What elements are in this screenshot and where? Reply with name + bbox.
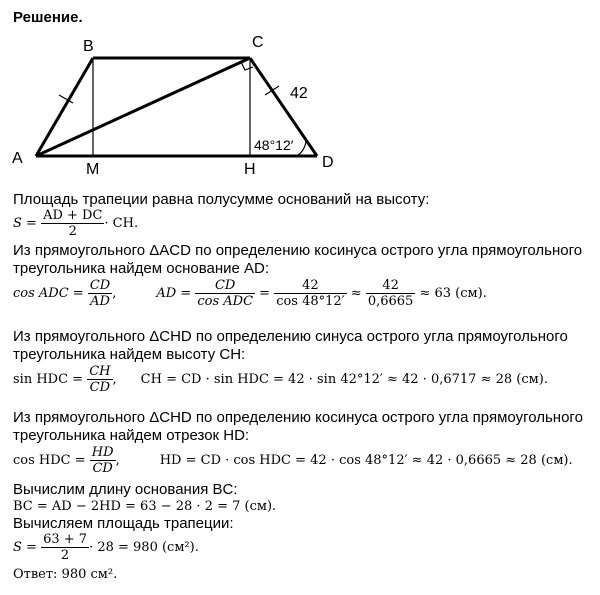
fraction-denominator: cos 48°12′ [276,294,345,309]
fraction-numerator: AD + DC [43,208,103,223]
label-h: H [244,161,256,178]
fraction-numerator: HD [91,445,114,460]
formula-ch [13,364,548,395]
label-d: D [322,154,334,171]
text-chd-cos-intro-2: треугольника найдем отрезок HD: [13,427,250,444]
fraction-denominator: AD [90,294,110,309]
label-b: B [83,38,94,55]
formula-ad [13,278,487,309]
text-acd-intro-2: треугольника найдем основание AD: [13,260,270,277]
formula-sin-hdc-lhs: sin HDC = [13,372,84,387]
comma: , [112,286,117,301]
trapezoid-figure [0,0,600,200]
fraction-denominator: 0,6665 [367,294,414,309]
formula-cos-hdc-lhs: cos HDC = [13,453,86,468]
text-chd-cos-intro-1: Из прямоугольного ΔCHD по определению косинуса острого угла прямоугольного [13,409,583,426]
answer: Ответ: 980 см². [13,567,118,582]
text-acd-intro-1: Из прямоугольного ΔACD по определению косинуса острого угла прямоугольного [13,242,583,259]
fraction-denominator: CD [89,380,111,395]
formula-area-tail: · CH. [104,216,139,231]
fraction-hd-cd [90,445,116,476]
formula-area-result [13,532,199,563]
formula-area-lhs: S = [13,216,37,231]
diagonal-ac [36,58,250,156]
fraction-numerator: 42 [366,278,416,294]
fraction-numerator: CD [195,278,255,294]
fraction-cd-cos [195,278,255,309]
comma: , [112,372,117,387]
formula-s-lhs: S = [13,540,37,555]
fraction-numerator: 63 + 7 [43,532,88,547]
tick-cd [265,86,279,95]
label-m: M [86,161,100,178]
fraction-numerator: CD [89,278,111,293]
right-angle-c [241,62,253,70]
fraction-numerator: CH [89,364,111,379]
solution-heading: Решение. [13,9,83,26]
formula-area [13,208,138,239]
formula-area-value: · 28 = 980 (см²). [89,540,199,555]
fraction-denominator: CD [92,461,113,476]
fraction-ch-cd [87,364,112,395]
formula-ad-result: ≈ 63 (см). [419,286,487,301]
formula-bc: BC = AD − 2HD = 63 − 28 · 2 = 7 (см). [13,499,277,514]
formula-hd [13,445,573,476]
text-chd-sin-intro-1: Из прямоугольного ΔCHD по определению синуса острого угла прямоугольного [13,328,568,345]
fraction-42-value [366,278,416,309]
text-chd-sin-intro-2: треугольника найдем высоту CH: [13,346,246,363]
formula-ad-lhs: AD = [156,286,192,301]
formula-cos-adc-lhs: cos ADC = [13,286,84,301]
label-side-cd: 42 [290,85,308,102]
text-area-compute-intro: Вычисляем площадь трапеции: [13,515,234,532]
fraction-denominator: 2 [60,548,70,563]
text-bc-intro: Вычислим длину основания BC: [13,481,238,498]
formula-ch-result: CH = CD · sin HDC = 42 · sin 42°12′ ≈ 42 · 0,6717 ≈ 28 (см). [140,372,548,387]
fraction-denominator: cos ADC [197,294,254,309]
text-area-formula-intro: Площадь трапеции равна полусумме оснований на высоту: [13,191,430,208]
formula-hd-result: HD = CD · cos HDC = 42 · cos 48°12′ ≈ 42 · 0,6665 ≈ 28 (см). [159,453,573,468]
label-a: A [12,150,23,167]
fraction-denominator: 2 [68,224,77,239]
fraction-sum-bases [41,208,104,239]
equals-sign: = [259,286,271,301]
label-c: C [252,34,264,51]
comma: , [115,453,120,468]
fraction-numerator: 42 [274,278,346,294]
label-angle-d: 48°12′ [254,137,294,153]
fraction-cd-ad [88,278,112,309]
approx-sign: ≈ [350,286,362,301]
angle-arc-d [297,140,306,156]
fraction-63-7 [41,532,89,563]
fraction-42-cos [274,278,346,309]
